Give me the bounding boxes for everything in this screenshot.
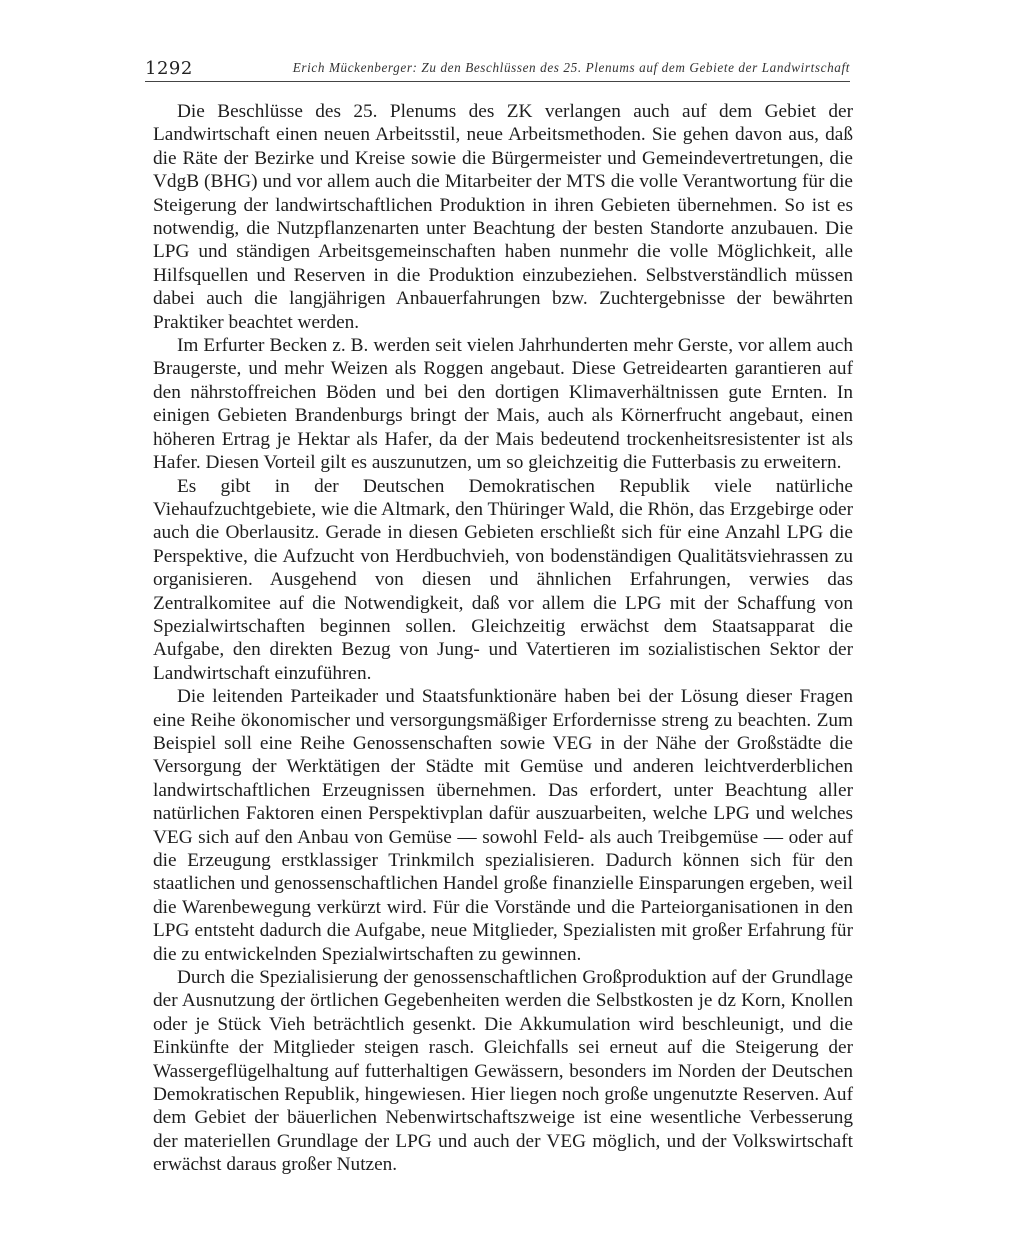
header-rule	[145, 81, 850, 82]
paragraph-4: Die leitenden Parteikader und Staatsfunktionäre haben bei der Lösung dieser Fragen eine Reihe ökonomischer und versorgungsmäßiger Erfordernisse streng zu beachten. Zum Beispiel soll eine Reihe Genossenschaften sowie VEG in der Nähe der Großstädte die Versorgung der Werktätigen der Städte mit Gemüse und anderen leichtverderblichen landwirtschaftlichen Erzeugnissen übernehmen. Das erfordert, unter Beachtung aller natürlichen Faktoren einen Perspektivplan dafür auszuarbeiten, welche LPG und welches VEG sich auf den Anbau von Gemüse — sowohl Feld- als auch Treibgemüse — oder auf die Erzeugung erstklassiger Trinkmilch spezialisieren. Dadurch können sich für den staatlichen und genossenschaftlichen Handel große finanzielle Einsparungen ergeben, weil die Warenbewegung verkürzt wird. Für die Vorstände und die Parteiorganisationen in den LPG entsteht dadurch die Aufgabe, neue Mitglieder, Spezialisten mit großer Erfahrung für die zu entwickelnden Spezialwirtschaften zu gewinnen.	[153, 686, 853, 965]
body-text	[153, 100, 853, 1177]
paragraph-3: Es gibt in der Deutschen Demokratischen Republik viele natürliche Viehaufzuchtgebiete, wie die Altmark, den Thüringer Wald, die Rhön, das Erzgebirge oder auch die Oberlausitz. Gerade in diesen Gebieten erschließt sich für eine Anzahl LPG die Perspektive, die Aufzucht von Herdbuchvieh, von bodenständigen Qualitätsviehrassen zu organisieren. Ausgehend von diesen und ähnlichen Erfahrungen, verwies das Zentralkomitee auf die Notwendigkeit, daß vor allem die LPG mit der Schaffung von Spezialwirtschaften beginnen sollen. Gleichzeitig erwächst dem Staatsapparat die Aufgabe, den direkten Bezug von Jung- und Vatertieren im sozialistischen Sektor der Landwirtschaft einzuführen.	[153, 475, 853, 684]
page-number: 1292	[145, 58, 193, 79]
running-title: Erich Mückenberger: Zu den Beschlüssen des 25. Plenums auf dem Gebiete der Landwirtschaft	[292, 60, 850, 75]
paragraph-1: Die Beschlüsse des 25. Plenums des ZK verlangen auch auf dem Gebiet der Landwirtschaft einen neuen Arbeitsstil, neue Arbeitsmethoden. Sie gehen davon aus, daß die Räte der Bezirke und Kreise sowie die Bürgermeister und Gemeindevertretungen, die VdgB (BHG) und vor allem auch die Mitarbeiter der MTS die volle Verantwortung für die Steigerung der landwirtschaftlichen Produktion in ihren Gebieten übernehmen. So ist es notwendig, die Nutzpflanzenarten unter Beachtung der besten Standorte anzubauen. Die LPG und ständigen Arbeitsgemeinschaften haben nunmehr die volle Möglichkeit, alle Hilfsquellen und Reserven in die Produktion einzubeziehen. Selbstverständlich müssen dabei auch die langjährigen Anbauerfahrungen bzw. Zuchtergebnisse der bewährten Praktiker beachtet werden.	[153, 101, 853, 333]
paragraph-5: Durch die Spezialisierung der genossenschaftlichen Großproduktion auf der Grundlage der Ausnutzung der örtlichen Gegebenheiten werden die Selbstkosten je dz Korn, Knollen oder je Stück Vieh beträchtlich gesenkt. Die Akkumulation wird beschleunigt, und die Einkünfte der Mitglieder steigen rasch. Gleichfalls sei erneut auf die Steigerung der Wassergeflügelhaltung auf futterhaltigen Gewässern, besonders im Norden der Deutschen Demokratischen Republik, hingewiesen. Hier liegen noch große ungenutzte Reserven. Auf dem Gebiet der bäuerlichen Nebenwirtschaftszweige ist eine wesentliche Verbesserung der materiellen Grundlage der LPG und auch der VEG möglich, und der Volkswirtschaft erwächst daraus großer Nutzen.	[153, 967, 853, 1176]
running-header	[145, 54, 850, 82]
paragraph-2: Im Erfurter Becken z. B. werden seit vielen Jahrhunderten mehr Gerste, vor allem auch Braugerste, und mehr Weizen als Roggen angebaut. Diese Getreidearten garantieren auf den nährstoffreichen Böden und bei den dortigen Klimaverhältnissen gute Ernten. In einigen Gebieten Brandenburgs bringt der Mais, auch als Körnerfrucht angebaut, einen höheren Ertrag je Hektar als Hafer, da der Mais bedeutend trockenheitsresistenter ist als Hafer. Diesen Vorteil gilt es auszunutzen, um so gleichzeitig die Futterbasis zu erweitern.	[153, 335, 853, 474]
